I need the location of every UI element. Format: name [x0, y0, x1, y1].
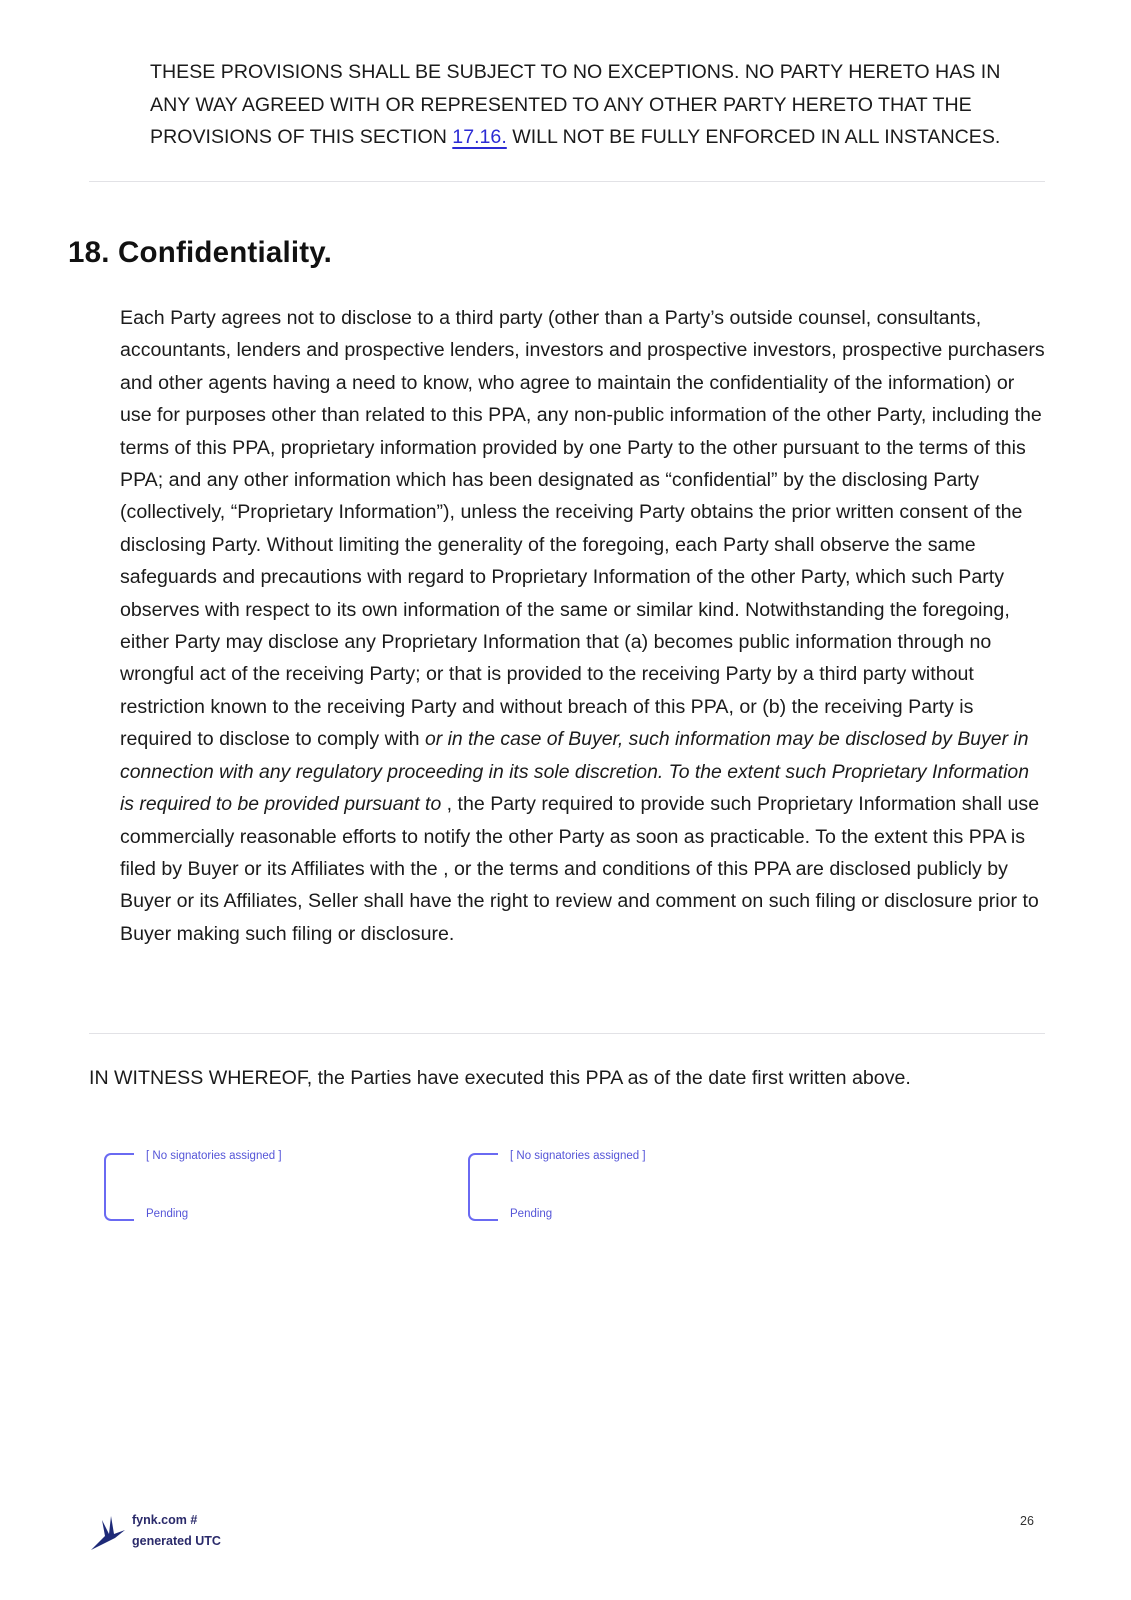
fynk-bird-logo-icon [89, 1512, 127, 1552]
signatory-label: [ No signatories assigned ] [510, 1150, 646, 1162]
provision-text-after: WILL NOT BE FULLY ENFORCED IN ALL INSTANCES. [506, 126, 1001, 148]
witness-statement: IN WITNESS WHEREOF, the Parties have executed this PPA as of the date first written above. [89, 1067, 911, 1089]
body-text-part1: Each Party agrees not to disclose to a third party (other than a Party’s outside counsel, consultants, accountants, lenders and prospective lenders, investors and prospective investors, prospective purchasers and other agents having a need to know, who agree to maintain the confidentiality of the information) or use for purposes other than related to this PPA, any non-public information of the other Party, including the terms of this PPA, proprietary information provided by one Party to the other pursuant to the terms of this PPA; and any other information which has been designated as “confidential” by the disclosing Party (collectively, “Proprietary Information”), unless the receiving Party obtains the prior written consent of the disclosing Party. Without limiting the generality of the foregoing, each Party shall observe the same safeguards and precautions with regard to Proprietary Information of the other Party, which such Party observes with respect to its own information of the same or similar kind. Notwithstanding the foregoing, either Party may disclose any Proprietary Information that (a) becomes public information through no wrongful act of the receiving Party; or that is provided to the receiving Party by a third party without restriction known to the receiving Party and without breach of this PPA, or (b) the receiving Party is required to disclose to comply with [120, 307, 1045, 751]
body-text-italic: or in the case of Buyer, such information may be disclosed by Buyer in connection with any regulatory proceeding in its sole discretion. To the extent such Proprietary Information is required to be provided pursuant to [120, 728, 1029, 816]
signature-status: Pending [146, 1208, 189, 1220]
divider [89, 181, 1045, 182]
footer-info [132, 1510, 221, 1552]
page-number: 26 [1020, 1514, 1034, 1528]
top-provision-text [150, 56, 1030, 154]
footer-line1: fynk.com # [132, 1513, 198, 1527]
signatory-label: [ No signatories assigned ] [146, 1150, 282, 1162]
provision-text-before: THESE PROVISIONS SHALL BE SUBJECT TO NO EXCEPTIONS. NO PARTY HERETO HAS IN ANY WAY AGREED WITH OR REPRESENTED TO ANY OTHER PARTY HERETO THAT THE PROVISIONS OF THIS SECTION [150, 61, 1001, 148]
section-heading: 18. Confidentiality. [68, 236, 333, 269]
footer-line2: generated UTC [132, 1534, 221, 1548]
signature-status: Pending [510, 1208, 553, 1220]
section-body [120, 302, 1045, 950]
signature-bracket-icon [104, 1153, 134, 1221]
signature-block[interactable] [468, 1150, 768, 1224]
divider [89, 1033, 1045, 1034]
signature-block[interactable] [104, 1150, 404, 1224]
signature-bracket-icon [468, 1153, 498, 1221]
body-text-part2: , the Party required to provide such Proprietary Information shall use commercially reasonable efforts to notify the other Party as soon as practicable. To the extent this PPA is filed by Buyer or its Affiliates with the , or the terms and conditions of this PPA are disclosed publicly by Buyer or its Affiliates, Seller shall have the right to review and comment on such filing or disclosure prior to Buyer making such filing or disclosure. [120, 793, 1040, 945]
section-ref-link[interactable]: 17.16. [452, 126, 507, 148]
